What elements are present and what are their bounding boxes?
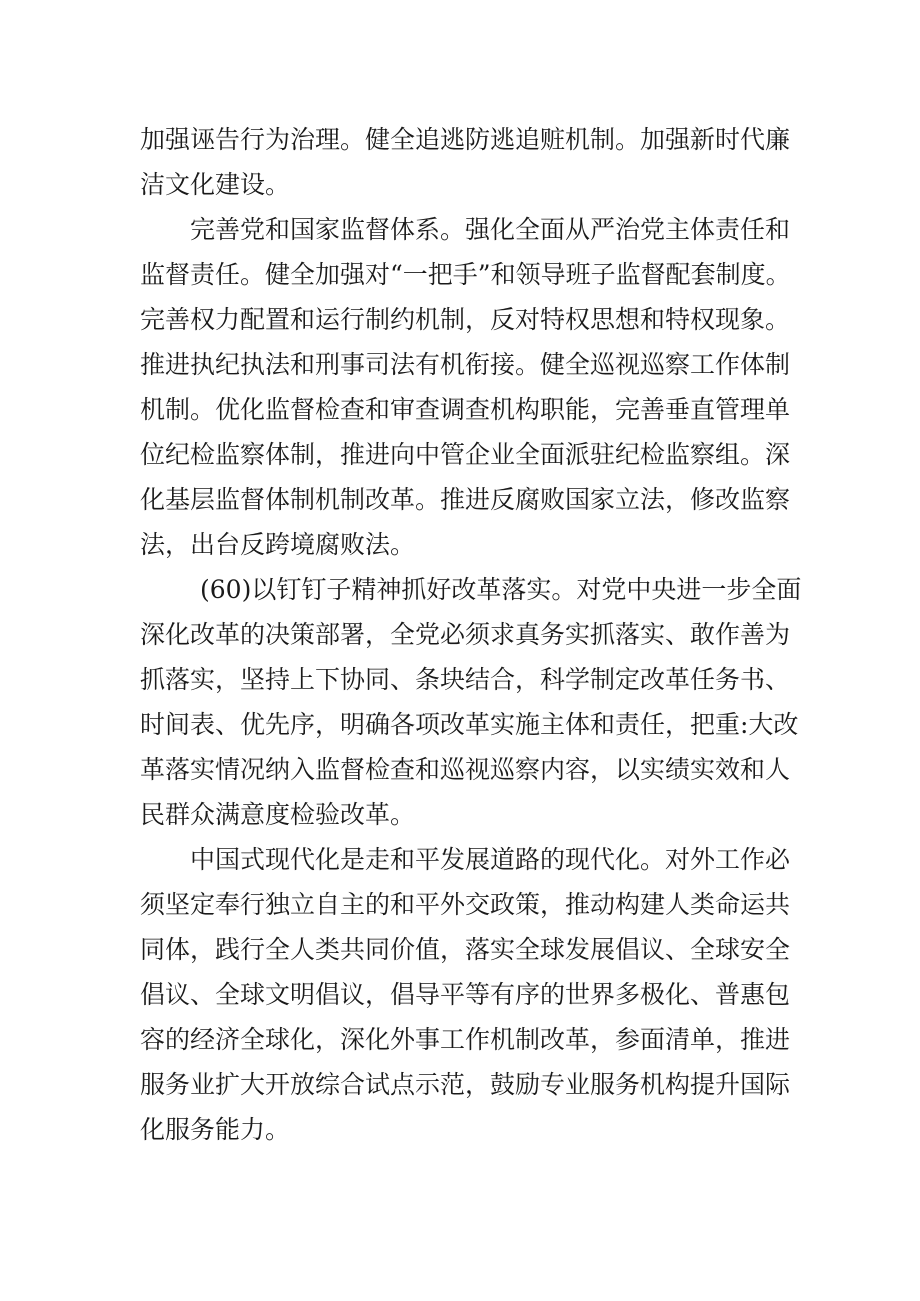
text-line: 同体，践行全人类共同价值，落实全球发展倡议、全球安全 [140, 935, 791, 964]
text-line: 深化改革的决策部署，全党必须求真务实抓落实、敢作善为 [140, 620, 791, 649]
text-line: 机制。优化监督检查和审查调查机构职能，完善垂直管理单 [140, 395, 791, 424]
paragraph-3 [140, 567, 800, 837]
text-line: 加强诬告行为治理。健全追逃防逃追赃机制。加强新时代廉 [140, 125, 791, 154]
paragraph-1 [140, 117, 800, 207]
text-line: 监督责任。健全加强对“一把手”和领导班子监督配套制度。 [140, 260, 791, 289]
text-line: 容的经济全球化，深化外事工作机制改革，参面清单，推进 [140, 1025, 791, 1054]
text-line: 完善权力配置和运行制约机制，反对特权思想和特权现象。 [140, 305, 791, 334]
text-line: 完善党和国家监督体系。强化全面从严治党主体责任和 [190, 215, 791, 244]
text-line: 中国式现代化是走和平发展道路的现代化。对外工作必 [190, 845, 791, 874]
body-text [140, 117, 800, 1152]
text-line: 倡议、全球文明倡议，倡导平等有序的世界多极化、普惠包 [140, 980, 791, 1009]
paragraph-2 [140, 207, 800, 567]
text-line: 须坚定奉行独立自主的和平外交政策，推动构建人类命运共 [140, 890, 791, 919]
text-line: 时间表、优先序，明确各项改革实施主体和责任，把重:大改 [140, 710, 799, 739]
text-line: 民群众满意度检验改革。 [140, 800, 416, 829]
text-line: (60)以钉钉子精神抓好改革落实。对党中央进一步全面 [200, 575, 802, 604]
text-line: 推进执纪执法和刑事司法有机衔接。健全巡视巡察工作体制 [140, 350, 791, 379]
paragraph-4 [140, 837, 800, 1152]
text-line: 抓落实，坚持上下协同、条块结合，科学制定改革任务书、 [140, 665, 791, 694]
text-line: 化基层监督体制机制改革。推进反腐败国家立法，修改监察 [140, 485, 791, 514]
text-line: 位纪检监察体制，推进向中管企业全面派驻纪检监察组。深 [140, 440, 791, 469]
text-line: 法，出台反跨境腐败法。 [140, 530, 416, 559]
text-line: 化服务能力。 [140, 1115, 291, 1144]
text-line: 洁文化建设。 [140, 170, 291, 199]
text-line: 革落实情况纳入监督检查和巡视巡察内容，以实绩实效和人 [140, 755, 791, 784]
text-line: 服务业扩大开放综合试点示范，鼓励专业服务机构提升国际 [140, 1070, 791, 1099]
